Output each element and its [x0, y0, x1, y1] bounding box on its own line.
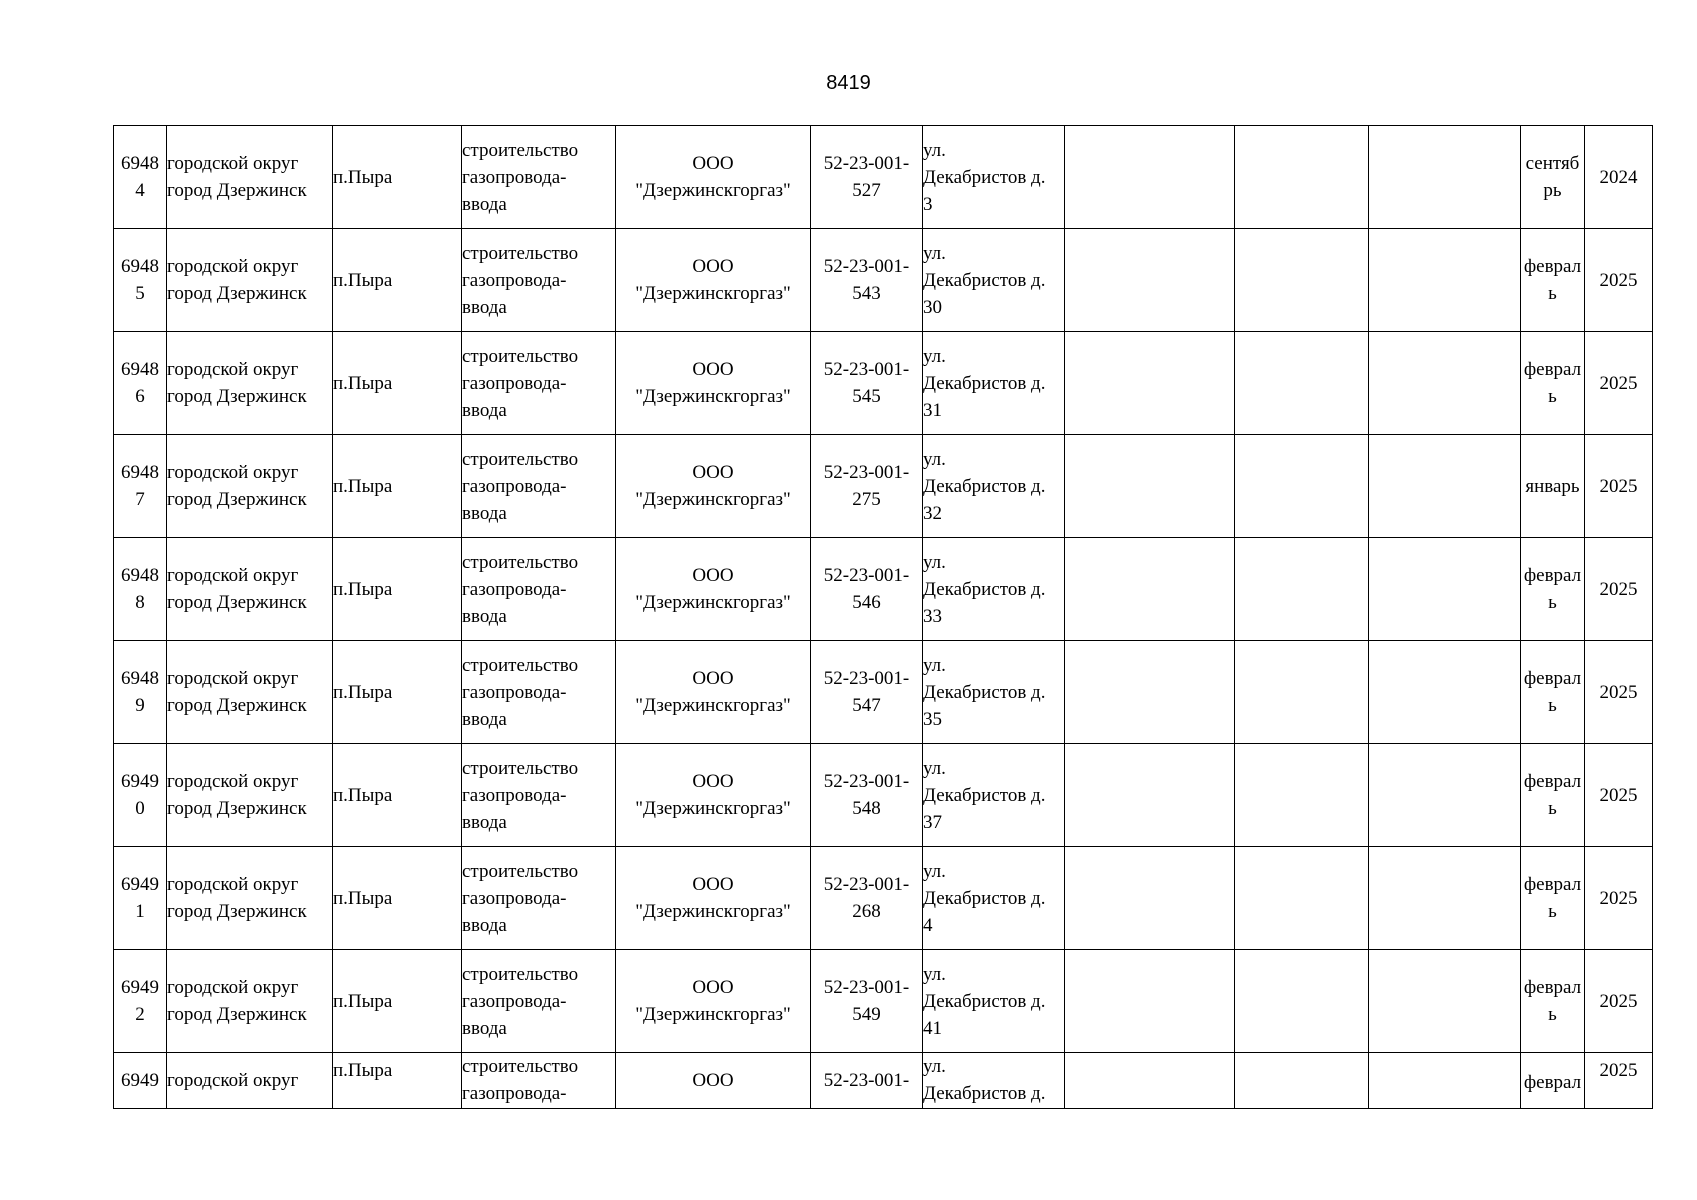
record-number	[114, 332, 167, 435]
municipality-cell	[167, 332, 333, 435]
cadastral-number-cell	[811, 538, 923, 641]
month-cell	[1521, 1053, 1585, 1109]
empty-cell	[1065, 950, 1235, 1053]
month-cell	[1521, 641, 1585, 744]
address-cell	[923, 126, 1065, 229]
settlement-cell-text: п.Пыра	[333, 990, 393, 1012]
month-cell-text: феврал	[1523, 1072, 1582, 1093]
settlement-cell-text: п.Пыра	[333, 166, 393, 188]
address-cell	[923, 744, 1065, 847]
address-cell-text: ул. Декабристов д. 31	[923, 345, 1046, 421]
address-cell	[923, 847, 1065, 950]
address-cell-text: ул. Декабристов д. 33	[923, 551, 1046, 627]
registry-table	[113, 125, 1653, 1109]
empty-cell	[1369, 1053, 1521, 1109]
settlement-cell	[333, 1053, 462, 1109]
empty-cell	[1235, 847, 1369, 950]
work-type-cell-text: строительство газопровода- ввода	[462, 345, 579, 421]
year-cell	[1585, 435, 1653, 538]
municipality-cell	[167, 435, 333, 538]
address-cell	[923, 950, 1065, 1053]
empty-cell	[1369, 744, 1521, 847]
settlement-cell	[333, 847, 462, 950]
year-cell	[1585, 229, 1653, 332]
work-type-cell-text: строительство газопровода- ввода	[462, 757, 579, 833]
work-type-cell	[462, 229, 616, 332]
work-type-cell	[462, 950, 616, 1053]
work-type-cell-text: строительство газопровода- ввода	[462, 860, 579, 936]
page-number: 8419	[826, 72, 871, 94]
record-number-text: 6948 6	[121, 359, 159, 407]
cadastral-number-cell-text: 52-23-001- 275	[823, 462, 910, 510]
organization-cell	[616, 950, 811, 1053]
empty-cell	[1065, 229, 1235, 332]
empty-cell	[1065, 641, 1235, 744]
settlement-cell	[333, 332, 462, 435]
address-cell-text: ул. Декабристов д. 3	[923, 139, 1046, 215]
empty-cell	[1065, 1053, 1235, 1109]
work-type-cell-text: строительство газопровода- ввода	[462, 963, 579, 1039]
municipality-cell-text: городской округ город Дзержинск	[167, 462, 307, 510]
organization-cell-text: ООО "Дзержинскгоргаз"	[635, 359, 791, 407]
work-type-cell	[462, 332, 616, 435]
address-cell	[923, 1053, 1065, 1109]
organization-cell	[616, 1053, 811, 1109]
record-number-text: 6948 9	[121, 668, 159, 716]
settlement-cell	[333, 126, 462, 229]
month-cell-text: феврал ь	[1523, 977, 1582, 1025]
organization-cell	[616, 332, 811, 435]
year-cell-text: 2025	[1599, 681, 1638, 703]
table-row	[114, 435, 1653, 538]
organization-cell-text: ООО "Дзержинскгоргаз"	[635, 256, 791, 304]
settlement-cell-text: п.Пыра	[333, 887, 393, 909]
organization-cell-text: ООО "Дзержинскгоргаз"	[635, 977, 791, 1025]
organization-cell	[616, 641, 811, 744]
month-cell	[1521, 332, 1585, 435]
empty-cell	[1235, 744, 1369, 847]
table-row	[114, 950, 1653, 1053]
work-type-cell	[462, 538, 616, 641]
record-number	[114, 538, 167, 641]
settlement-cell-text: п.Пыра	[333, 269, 393, 291]
work-type-cell-text: строительство газопровода- ввода	[462, 448, 579, 524]
address-cell-text: ул. Декабристов д.	[923, 1056, 1046, 1104]
municipality-cell	[167, 744, 333, 847]
settlement-cell	[333, 950, 462, 1053]
cadastral-number-cell-text: 52-23-001- 268	[823, 874, 910, 922]
organization-cell	[616, 126, 811, 229]
table-row	[114, 847, 1653, 950]
table-row	[114, 229, 1653, 332]
municipality-cell	[167, 847, 333, 950]
year-cell-text: 2025	[1599, 990, 1638, 1012]
address-cell-text: ул. Декабристов д. 41	[923, 963, 1046, 1039]
settlement-cell	[333, 435, 462, 538]
record-number	[114, 435, 167, 538]
month-cell-text: январь	[1525, 475, 1580, 497]
record-number-text: 6948 8	[121, 565, 159, 613]
work-type-cell	[462, 1053, 616, 1109]
municipality-cell	[167, 229, 333, 332]
municipality-cell-text: городской округ город Дзержинск	[167, 565, 307, 613]
year-cell	[1585, 538, 1653, 641]
work-type-cell-text: строительство газопровода- ввода	[462, 654, 579, 730]
record-number-text: 6948 7	[121, 462, 159, 510]
year-cell	[1585, 744, 1653, 847]
cadastral-number-cell	[811, 435, 923, 538]
empty-cell	[1235, 229, 1369, 332]
work-type-cell	[462, 126, 616, 229]
cadastral-number-cell	[811, 1053, 923, 1109]
table-row	[114, 641, 1653, 744]
municipality-cell	[167, 126, 333, 229]
organization-cell	[616, 229, 811, 332]
year-cell-text: 2025	[1599, 578, 1638, 600]
address-cell	[923, 538, 1065, 641]
address-cell-text: ул. Декабристов д. 37	[923, 757, 1046, 833]
organization-cell	[616, 744, 811, 847]
cadastral-number-cell-text: 52-23-001- 527	[823, 153, 910, 201]
cadastral-number-cell	[811, 332, 923, 435]
empty-cell	[1369, 641, 1521, 744]
settlement-cell	[333, 229, 462, 332]
address-cell-text: ул. Декабристов д. 30	[923, 242, 1046, 318]
work-type-cell-text: строительство газопровода- ввода	[462, 551, 579, 627]
record-number	[114, 950, 167, 1053]
cadastral-number-cell	[811, 950, 923, 1053]
year-cell-text: 2025	[1599, 887, 1638, 909]
empty-cell	[1065, 435, 1235, 538]
month-cell	[1521, 950, 1585, 1053]
record-number	[114, 847, 167, 950]
settlement-cell-text: п.Пыра	[333, 372, 393, 394]
month-cell	[1521, 847, 1585, 950]
month-cell-text: феврал ь	[1523, 565, 1582, 613]
empty-cell	[1235, 1053, 1369, 1109]
settlement-cell-text: п.Пыра	[333, 1060, 393, 1081]
municipality-cell	[167, 1053, 333, 1109]
settlement-cell-text: п.Пыра	[333, 784, 393, 806]
municipality-cell-text: городской округ город Дзержинск	[167, 771, 307, 819]
cadastral-number-cell	[811, 229, 923, 332]
work-type-cell-text: строительство газопровода- ввода	[462, 242, 579, 318]
month-cell	[1521, 435, 1585, 538]
cadastral-number-cell	[811, 126, 923, 229]
cadastral-number-cell	[811, 641, 923, 744]
month-cell-text: сентяб рь	[1525, 153, 1580, 201]
table-row	[114, 1053, 1653, 1109]
year-cell-text: 2025	[1599, 475, 1638, 497]
month-cell-text: феврал ь	[1523, 874, 1582, 922]
record-number-text: 6949 0	[121, 771, 159, 819]
organization-cell	[616, 538, 811, 641]
work-type-cell	[462, 641, 616, 744]
record-number	[114, 641, 167, 744]
cadastral-number-cell-text: 52-23-001-	[823, 1070, 910, 1091]
month-cell-text: феврал ь	[1523, 771, 1582, 819]
record-number-text: 6948 4	[121, 153, 159, 201]
empty-cell	[1235, 950, 1369, 1053]
month-cell	[1521, 538, 1585, 641]
work-type-cell	[462, 744, 616, 847]
municipality-cell	[167, 641, 333, 744]
address-cell-text: ул. Декабристов д. 32	[923, 448, 1046, 524]
year-cell	[1585, 847, 1653, 950]
empty-cell	[1369, 847, 1521, 950]
organization-cell-text: ООО "Дзержинскгоргаз"	[635, 874, 791, 922]
municipality-cell-text: городской округ город Дзержинск	[167, 668, 307, 716]
address-cell	[923, 332, 1065, 435]
empty-cell	[1369, 538, 1521, 641]
municipality-cell-text: городской округ город Дзержинск	[167, 256, 307, 304]
year-cell-text: 2025	[1599, 1060, 1638, 1081]
cadastral-number-cell-text: 52-23-001- 549	[823, 977, 910, 1025]
address-cell	[923, 435, 1065, 538]
organization-cell	[616, 435, 811, 538]
record-number-text: 6948 5	[121, 256, 159, 304]
municipality-cell-text: городской округ	[167, 1070, 299, 1091]
empty-cell	[1235, 332, 1369, 435]
cadastral-number-cell-text: 52-23-001- 545	[823, 359, 910, 407]
address-cell-text: ул. Декабристов д. 4	[923, 860, 1046, 936]
record-number	[114, 229, 167, 332]
record-number-text: 6949 2	[121, 977, 159, 1025]
year-cell-text: 2025	[1599, 372, 1638, 394]
table-body	[114, 126, 1653, 1109]
table-row	[114, 538, 1653, 641]
table-row	[114, 126, 1653, 229]
empty-cell	[1369, 950, 1521, 1053]
cadastral-number-cell	[811, 744, 923, 847]
year-cell	[1585, 1053, 1653, 1109]
record-number	[114, 1053, 167, 1109]
settlement-cell-text: п.Пыра	[333, 681, 393, 703]
empty-cell	[1235, 641, 1369, 744]
empty-cell	[1065, 538, 1235, 641]
empty-cell	[1065, 744, 1235, 847]
year-cell-text: 2025	[1599, 269, 1638, 291]
municipality-cell	[167, 950, 333, 1053]
empty-cell	[1235, 126, 1369, 229]
organization-cell-text: ООО "Дзержинскгоргаз"	[635, 771, 791, 819]
table-row	[114, 744, 1653, 847]
cadastral-number-cell-text: 52-23-001- 546	[823, 565, 910, 613]
cadastral-number-cell	[811, 847, 923, 950]
cadastral-number-cell-text: 52-23-001- 548	[823, 771, 910, 819]
organization-cell-text: ООО "Дзержинскгоргаз"	[635, 565, 791, 613]
empty-cell	[1065, 847, 1235, 950]
year-cell-text: 2024	[1599, 166, 1638, 188]
empty-cell	[1369, 126, 1521, 229]
empty-cell	[1065, 126, 1235, 229]
address-cell	[923, 641, 1065, 744]
settlement-cell-text: п.Пыра	[333, 475, 393, 497]
month-cell-text: феврал ь	[1523, 256, 1582, 304]
address-cell-text: ул. Декабристов д. 35	[923, 654, 1046, 730]
record-number-text: 6949	[121, 1070, 159, 1091]
address-cell	[923, 229, 1065, 332]
empty-cell	[1369, 332, 1521, 435]
year-cell	[1585, 950, 1653, 1053]
organization-cell-text: ООО "Дзержинскгоргаз"	[635, 462, 791, 510]
organization-cell-text: ООО "Дзержинскгоргаз"	[635, 153, 791, 201]
record-number	[114, 126, 167, 229]
work-type-cell	[462, 435, 616, 538]
record-number	[114, 744, 167, 847]
settlement-cell-text: п.Пыра	[333, 578, 393, 600]
empty-cell	[1235, 435, 1369, 538]
organization-cell-text: ООО "Дзержинскгоргаз"	[635, 668, 791, 716]
cadastral-number-cell-text: 52-23-001- 547	[823, 668, 910, 716]
empty-cell	[1369, 229, 1521, 332]
work-type-cell-text: строительство газопровода-	[462, 1056, 579, 1104]
month-cell-text: феврал ь	[1523, 668, 1582, 716]
month-cell	[1521, 744, 1585, 847]
work-type-cell-text: строительство газопровода- ввода	[462, 139, 579, 215]
organization-cell-text: ООО	[692, 1070, 734, 1091]
municipality-cell	[167, 538, 333, 641]
municipality-cell-text: городской округ город Дзержинск	[167, 874, 307, 922]
year-cell	[1585, 641, 1653, 744]
month-cell	[1521, 126, 1585, 229]
settlement-cell	[333, 538, 462, 641]
year-cell	[1585, 332, 1653, 435]
organization-cell	[616, 847, 811, 950]
empty-cell	[1065, 332, 1235, 435]
month-cell	[1521, 229, 1585, 332]
year-cell-text: 2025	[1599, 784, 1638, 806]
municipality-cell-text: городской округ город Дзержинск	[167, 977, 307, 1025]
municipality-cell-text: городской округ город Дзержинск	[167, 359, 307, 407]
settlement-cell	[333, 744, 462, 847]
year-cell	[1585, 126, 1653, 229]
cadastral-number-cell-text: 52-23-001- 543	[823, 256, 910, 304]
empty-cell	[1235, 538, 1369, 641]
work-type-cell	[462, 847, 616, 950]
settlement-cell	[333, 641, 462, 744]
month-cell-text: феврал ь	[1523, 359, 1582, 407]
empty-cell	[1369, 435, 1521, 538]
table-row	[114, 332, 1653, 435]
municipality-cell-text: городской округ город Дзержинск	[167, 153, 307, 201]
record-number-text: 6949 1	[121, 874, 159, 922]
